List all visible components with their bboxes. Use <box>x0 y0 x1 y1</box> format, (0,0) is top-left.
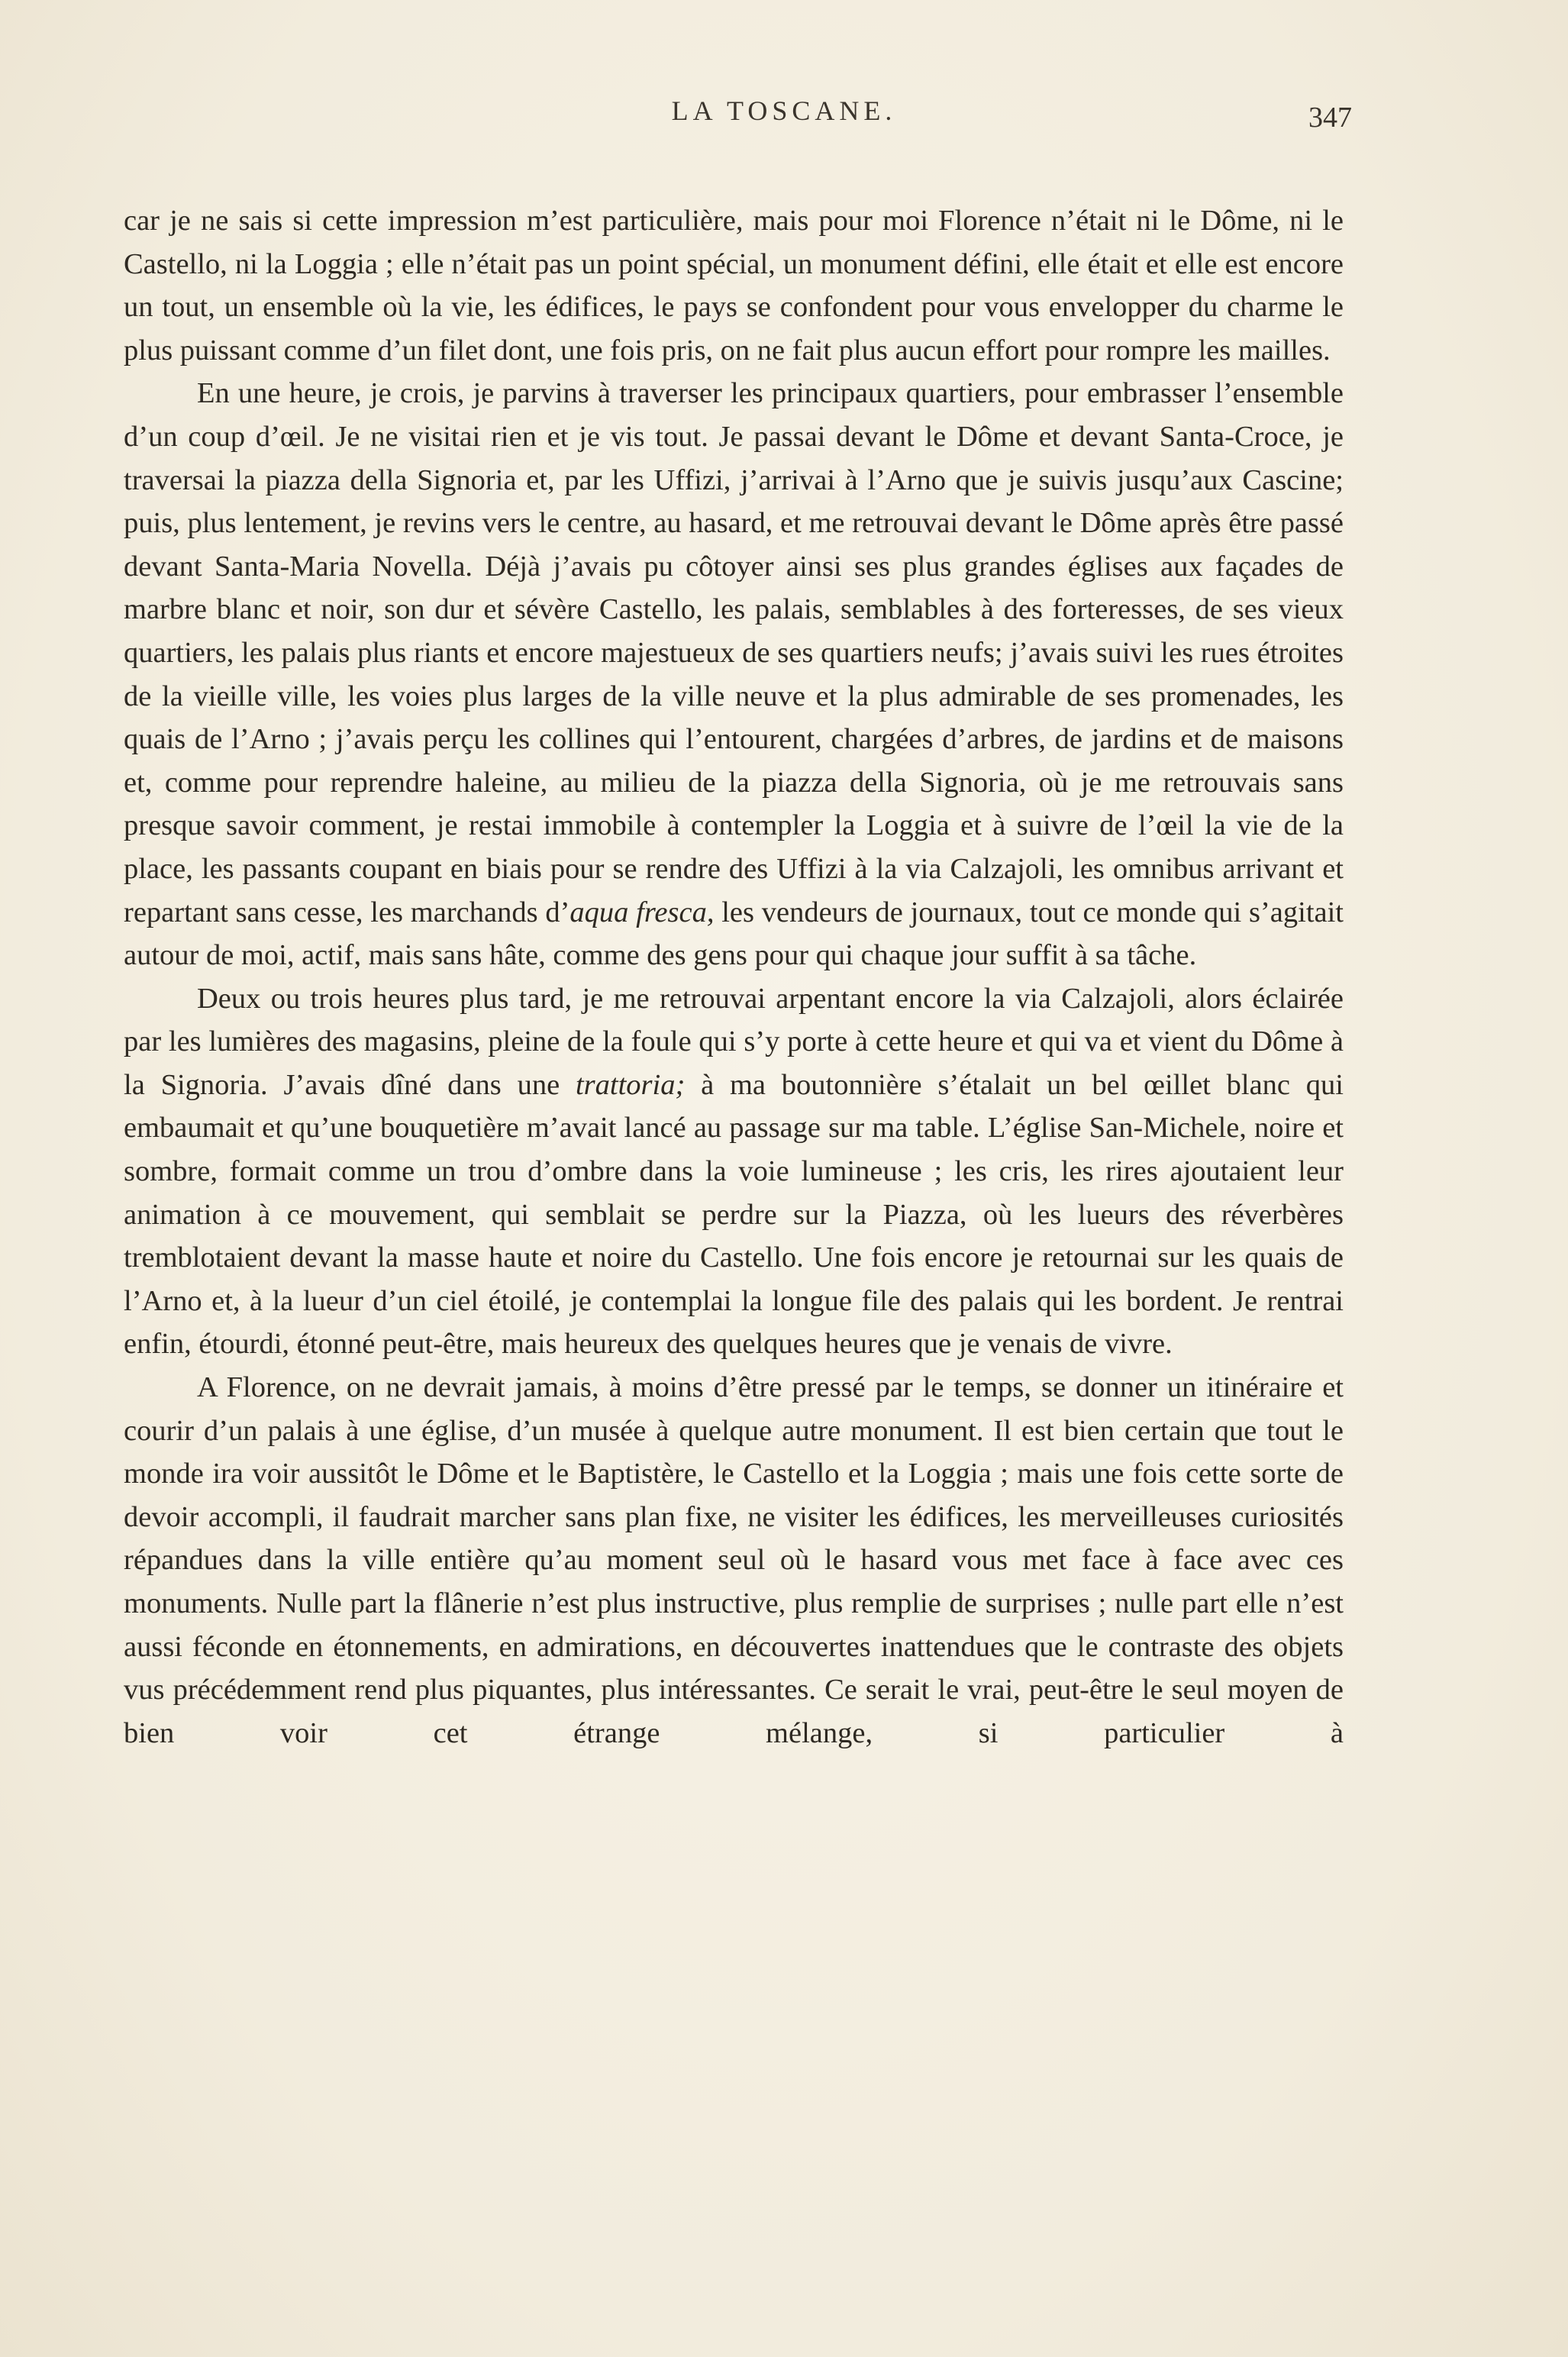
paragraph-1 <box>124 199 1344 372</box>
paragraph-3 <box>124 977 1344 1366</box>
paragraph-2 <box>124 372 1344 977</box>
paragraph-3-text-b: à ma boutonnière s’étalait un bel œillet blanc qui embaumait et qu’une bouquetière m’avait lancé au passage sur ma table. L’église San-Michele, noire et sombre, formait comme un trou d’ombre dans la voie lumineuse ; les cris, les rires ajoutaient leur animation à ce mouvement, qui semblait se perdre sur la Piazza, où les lueurs des réverbères tremblotaient devant la masse haute et noire du Castello. Une fois encore je retournai sur les quais de l’Arno et, à la lueur d’un ciel étoilé, je contemplai la longue file des palais qui les bordent. Je rentrai enfin, étourdi, étonné peut-être, mais heureux des quelques heures que je venais de vivre. <box>124 1068 1344 1361</box>
paragraph-2-italic: aqua fresca, <box>569 896 715 928</box>
running-header <box>0 90 1568 136</box>
paragraph-4-text: A Florence, on ne devrait jamais, à moins d’être pressé par le temps, se donner un itinéraire et courir d’un palais à une église, d’un musée à quelque autre monument. Il est bien certain que tout le monde ira voir aussitôt le Dôme et le Baptistère, le Castello et la Loggia ; mais une fois cette sorte de devoir accompli, il faudrait marcher sans plan fixe, ne visiter les édifices, les merveilleuses curiosités répandues dans la ville entière qu’au moment seul où le hasard vous met face à face avec ces monuments. Nulle part la flânerie n’est plus instructive, plus remplie de surprises ; nulle part elle n’est aussi féconde en étonnements, en admirations, en découvertes inattendues que le contraste des objets vus précédemment rend plus piquantes, plus intéressantes. Ce serait le vrai, peut-être le seul moyen de bien voir cet étrange mélange, si particulier à <box>124 1371 1344 1749</box>
running-title: LA TOSCANE. <box>671 95 897 126</box>
paragraph-3-italic: trattoria; <box>575 1068 686 1101</box>
page-number: 347 <box>1308 102 1352 134</box>
paragraph-4 <box>124 1366 1344 1755</box>
body-text <box>124 199 1344 1755</box>
paragraph-2-text-a: En une heure, je crois, je parvins à traverser les principaux quartiers, pour embrasser l’ensemble d’un coup d’œil. Je ne visitai rien et je vis tout. Je passai devant le Dôme et devant Santa-Croce, je traversai la piazza della Signoria et, par les Uffizi, j’arrivai à l’Arno que je suivis jusqu’aux Cascine; puis, plus lentement, je revins vers le centre, au hasard, et me retrouvai devant le Dôme après être passé devant Santa-Maria Novella. Déjà j’avais pu côtoyer ainsi ses plus grandes églises aux façades de marbre blanc et noir, son dur et sévère Castello, les palais, semblables à des forteresses, de ses vieux quartiers, les palais plus riants et encore majestueux de ses quartiers neufs; j’avais suivi les rues étroites de la vieille ville, les voies plus larges de la ville neuve et la plus admirable de ses promenades, les quais de l’Arno ; j’avais perçu les collines qui l’entourent, chargées d’arbres, de jardins et de maisons et, comme pour reprendre haleine, au milieu de la piazza della Signoria, où je me retrouvais sans presque savoir comment, je restai immobile à contempler la Loggia et à suivre de l’œil la vie de la place, les passants coupant en biais pour se rendre des Uffizi à la via Calzajoli, les omnibus arrivant et repartant sans cesse, les marchands d’ <box>124 377 1344 928</box>
paragraph-1-text: car je ne sais si cette impression m’est particulière, mais pour moi Florence n’était ni le Dôme, ni le Castello, ni la Loggia ; elle n’était pas un point spécial, un monument défini, elle était et elle est encore un tout, un ensemble où la vie, les édifices, le pays se confondent pour vous envelopper du charme le plus puissant comme d’un filet dont, une fois pris, on ne fait plus aucun effort pour rompre les mailles. <box>124 205 1344 366</box>
paragraph-2-text-b: les vendeurs de journaux, tout ce monde qui s’agitait autour de moi, actif, mais sans hâte, comme des gens pour qui chaque jour suffit à sa tâche. <box>124 896 1344 972</box>
paragraph-3-text-a: Deux ou trois heures plus tard, je me retrouvai arpentant encore la via Calzajoli, alors éclairée par les lumières des magasins, pleine de la foule qui s’y porte à cette heure et qui va et vient du Dôme à la Signoria. J’avais dîné dans une <box>124 982 1344 1101</box>
